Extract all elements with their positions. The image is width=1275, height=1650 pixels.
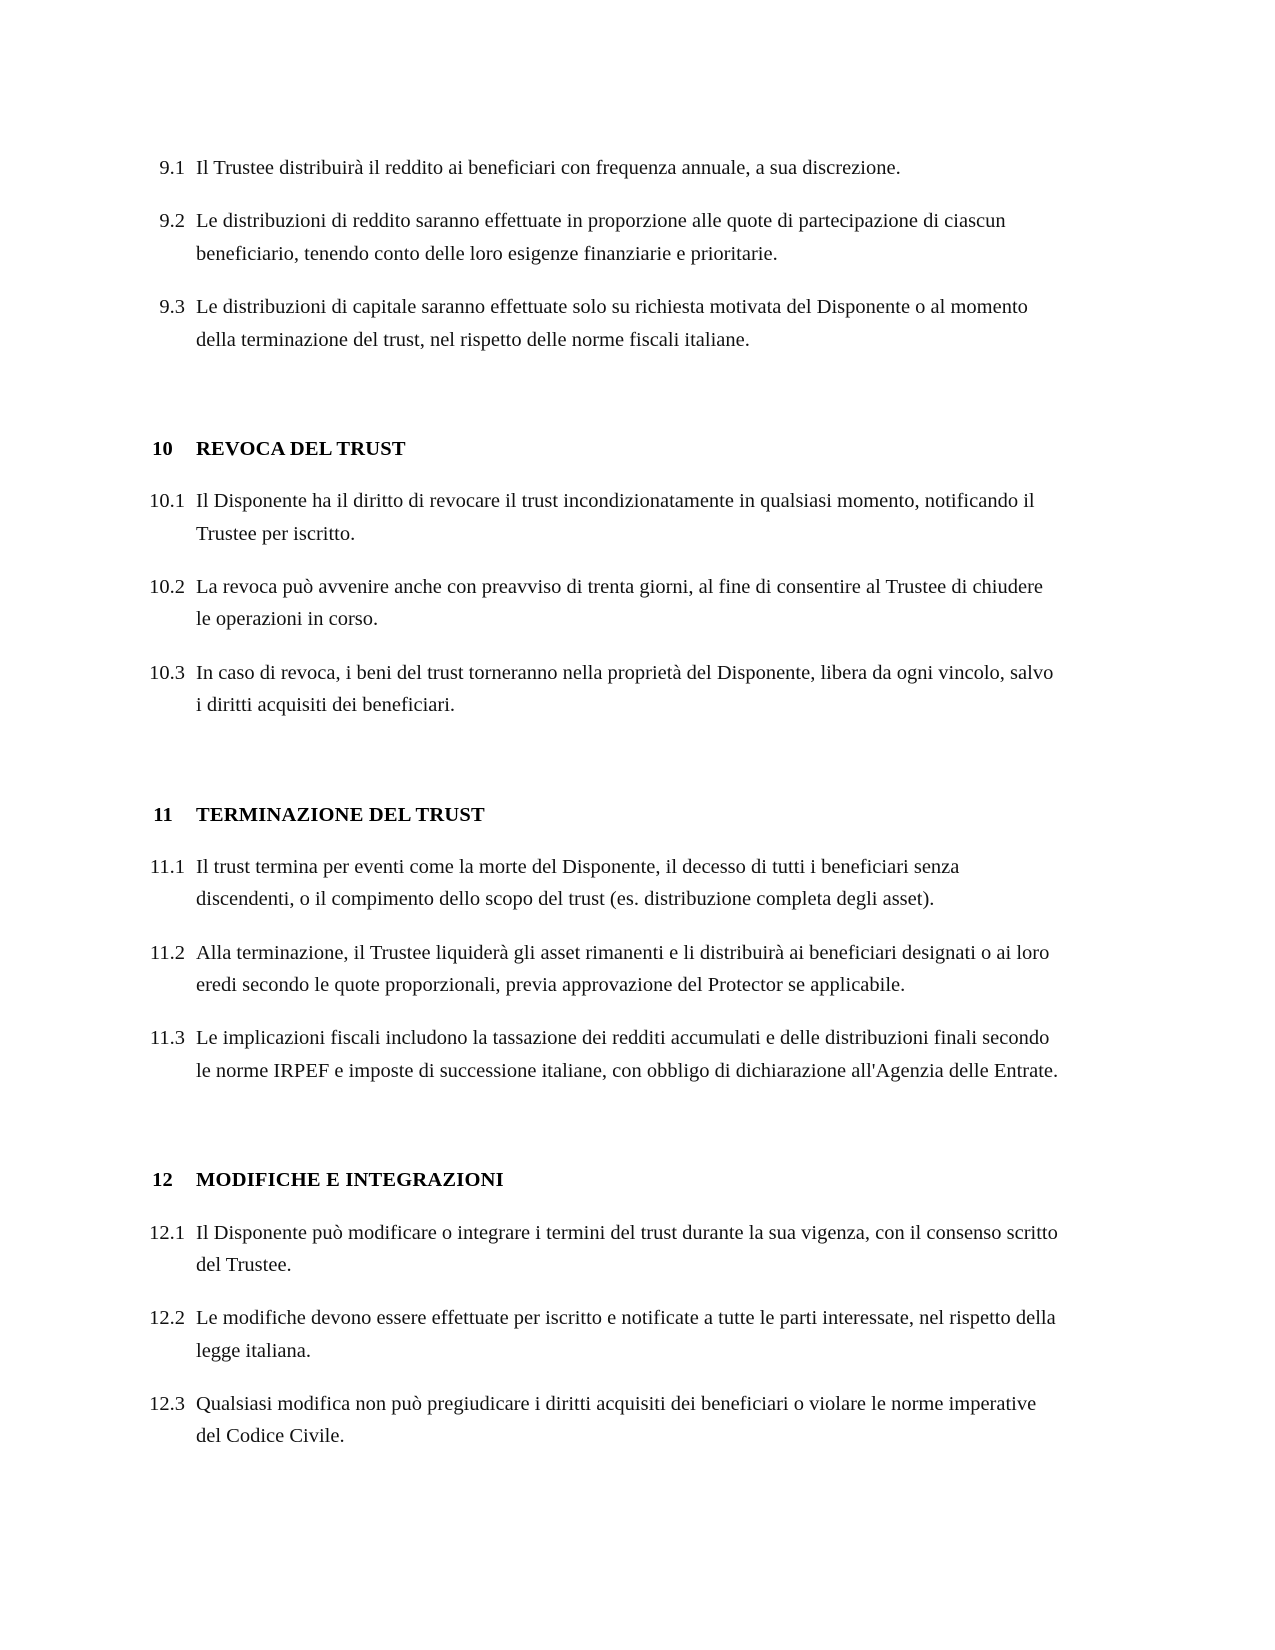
clause-number: 9.3 [159,296,185,319]
clause-12-2 [135,1302,1060,1367]
section-title: MODIFICHE E INTEGRAZIONI [196,1169,504,1192]
clause-11-2 [135,937,1060,1002]
section-spacer [135,1108,1060,1164]
section-title: TERMINAZIONE DEL TRUST [196,803,485,826]
section-heading-11 [135,799,1060,831]
clause-number: 11.3 [149,1027,185,1050]
clause-number: 9.1 [159,157,185,179]
clause-text: In caso di revoca, i beni del trust torneranno nella proprietà del Disponente, libera da ogni vincolo, salvo i diritti acquisiti dei beneficiari. [196,661,1054,717]
clause-9-1 [135,152,1060,184]
clause-10-1 [135,485,1060,550]
clause-11-1 [135,851,1060,916]
section-spacer [135,743,1060,799]
clause-10-3 [135,657,1060,722]
clause-number: 10.3 [149,661,185,684]
clause-text: Alla terminazione, il Trustee liquiderà gli asset rimanenti e li distribuirà ai beneficiari designati o ai loro eredi secondo le quote proporzionali, previa approvazione del Protector se applicabile. [196,941,1050,996]
clause-text: Le modifiche devono essere effettuate per iscritto e notificate a tutte le parti interessate, nel rispetto della legge italiana. [196,1307,1056,1362]
clause-number: 11.1 [149,855,185,878]
clause-9-3 [135,291,1060,356]
section-spacer [135,377,1060,433]
section-title: REVOCA DEL TRUST [196,437,406,460]
clause-number: 12.2 [149,1307,185,1330]
clause-text: Il Trustee distribuirà il reddito ai beneficiari con frequenza annuale, a sua discrezione. [196,157,901,179]
section-number: 11 [153,803,173,826]
clause-number: 11.2 [149,941,185,964]
clause-text: Le distribuzioni di reddito saranno effettuate in proporzione alle quote di partecipazione di ciascun beneficiario, tenendo conto delle loro esigenze finanziarie e prioritarie. [196,210,1006,265]
clause-9-2 [135,205,1060,270]
section-heading-10 [135,433,1060,465]
clause-text: Qualsiasi modifica non può pregiudicare i diritti acquisiti dei beneficiari o violare le norme imperative del Codice Civile. [196,1393,1037,1448]
clause-text: Le distribuzioni di capitale saranno effettuate solo su richiesta motivata del Disponente o al momento della terminazione del trust, nel rispetto delle norme fiscali italiane. [196,296,1028,351]
clause-number: 12.1 [149,1221,185,1244]
clause-text: Il trust termina per eventi come la morte del Disponente, il decesso di tutti i beneficiari senza discendenti, o il compimento dello scopo del trust (es. distribuzione completa degli asset). [196,855,960,911]
section-heading-12 [135,1164,1060,1196]
clause-text: La revoca può avvenire anche con preavviso di trenta giorni, al fine di consentire al Trustee di chiudere le operazioni in corso. [196,576,1044,631]
section-number: 12 [152,1169,173,1192]
clause-number: 10.2 [149,576,185,598]
clause-12-1 [135,1217,1060,1282]
clause-12-3 [135,1388,1060,1453]
clause-text: Le implicazioni fiscali includono la tassazione dei redditi accumulati e delle distribuzioni finali secondo le norme IRPEF e imposte di successione italiane, con obbligo di dichiarazione all'Agenzia delle Entrate. [196,1027,1059,1082]
clause-number: 9.2 [159,210,185,233]
clause-number: 12.3 [149,1393,185,1415]
clause-text: Il Disponente può modificare o integrare i termini del trust durante la sua vigenza, con il consenso scritto del Trustee. [196,1221,1058,1276]
clause-10-2 [135,571,1060,636]
clause-number: 10.1 [149,490,185,513]
clause-11-3 [135,1022,1060,1087]
section-number: 10 [152,437,173,460]
clause-text: Il Disponente ha il diritto di revocare il trust incondizionatamente in qualsiasi momento, notificando il Trustee per iscritto. [196,490,1035,545]
document-body [135,152,1060,1453]
